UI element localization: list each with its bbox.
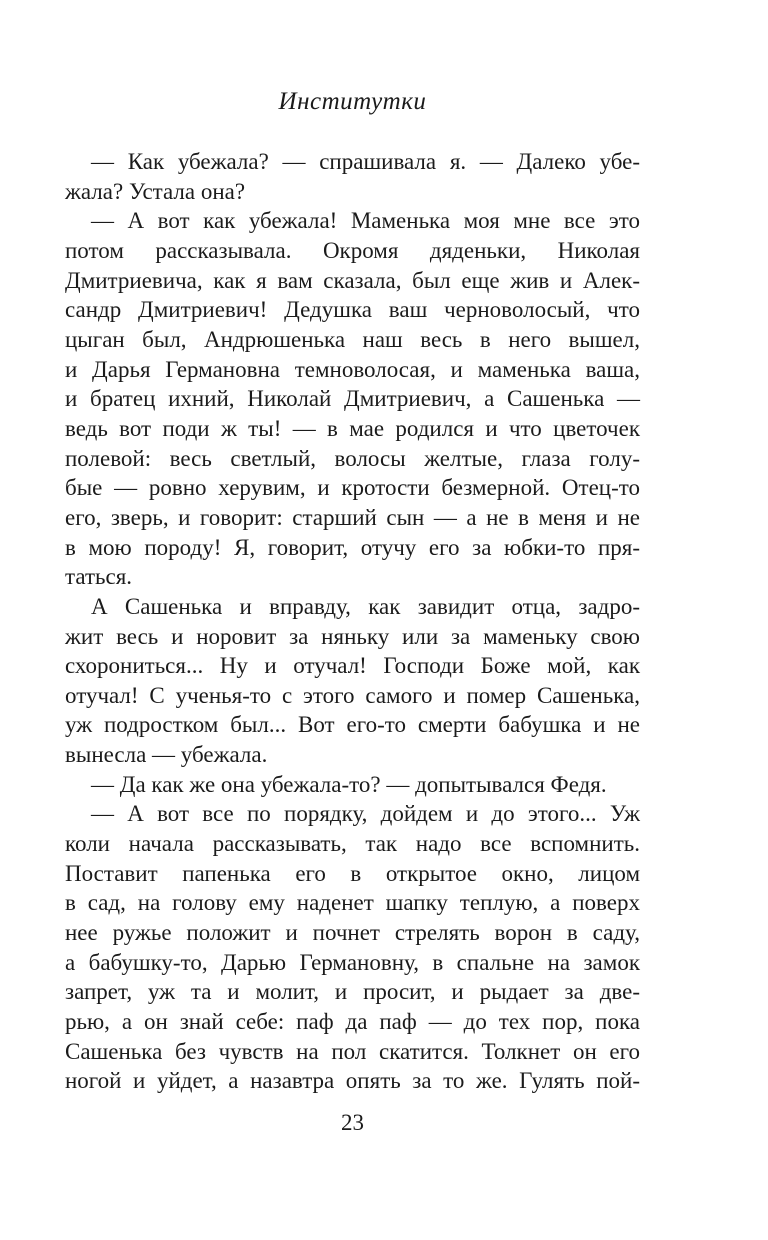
text-line: сандр Дмитриевич! Дедушка ваш черноволосый, что [65,297,640,323]
text-line: — А вот как убежала! Маменька моя мне все это [91,208,640,234]
text-line: в сад, на голову ему наденет шапку теплую, а поверх [65,890,640,916]
text-line: Поставит папенька его в открытое окно, лицом [65,860,640,886]
text-line: цыган был, Андрюшенька наш весь в него вышел, [65,326,640,352]
text-line: уж подростком был... Вот его-то смерти бабушка и не [65,712,640,738]
text-line: — Как убежала? — спрашивала я. — Далеко убе- [91,149,640,174]
text-line: Сашенька без чувств на пол скатится. Толкнет он его [65,1038,640,1064]
text-line: потом рассказывала. Окромя дяденьки, Николая [65,237,640,263]
text-line: нее ружье положит и почнет стрелять ворон в саду, [65,920,640,946]
text-line: жит весь и норовит за няньку или за маменьку свою [65,623,640,649]
text-line: вынесла — убежала. [65,742,268,768]
text-line: жала? Устала она? [65,178,246,204]
text-line: запрет, уж та и молит, и просит, и рыдает за две- [65,979,640,1005]
text-line: и братец ихний, Николай Дмитриевич, а Сашенька — [65,386,640,412]
page-number: 23 [341,1110,364,1135]
text-line: ногой и уйдет, а назавтра опять за то же. Гулять пой- [65,1068,640,1094]
paragraph [65,147,640,206]
text-line: схорониться... Ну и отучал! Господи Боже мой, как [65,653,640,679]
text-line: таться. [65,564,133,590]
text-line: бые — ровно херувим, и кротости безмерной. Отец-то [65,475,640,501]
text-line: рью, а он знай себе: паф да паф — до тех пор, пока [65,1009,640,1035]
text-line: — А вот все по порядку, дойдем и до этого... Уж [91,801,640,827]
text-line: — Да как же она убежала-то? — допытывался Федя. [91,771,607,797]
text-line: его, зверь, и говорит: старший сын — а не в меня и не [65,504,640,530]
paragraph [65,770,640,800]
text-line: отучал! С ученья-то с этого самого и помер Сашенька, [65,682,640,708]
paragraph [65,206,640,592]
paragraph [65,799,640,1096]
text-line: а бабушку-то, Дарью Германовну, в спальне на замок [65,949,640,975]
paragraph [65,592,640,770]
text-block [65,147,640,1096]
running-head-title: Институтки [278,88,427,115]
text-line: Дмитриевича, как я вам сказала, был еще жив и Алек- [65,267,640,293]
text-line: ведь вот поди ж ты! — в мае родился и что цветочек [65,415,640,441]
text-line: коли начала рассказывать, так надо все вспомнить. [65,831,640,857]
text-line: в мою породу! Я, говорит, отучу его за юбки-то пря- [65,534,640,560]
text-line: А Сашенька и вправду, как завидит отца, задро- [91,593,640,619]
text-line: полевой: весь светлый, волосы желтые, глаза голу- [65,445,640,471]
text-line: и Дарья Германовна темноволосая, и маменька ваша, [65,356,640,382]
